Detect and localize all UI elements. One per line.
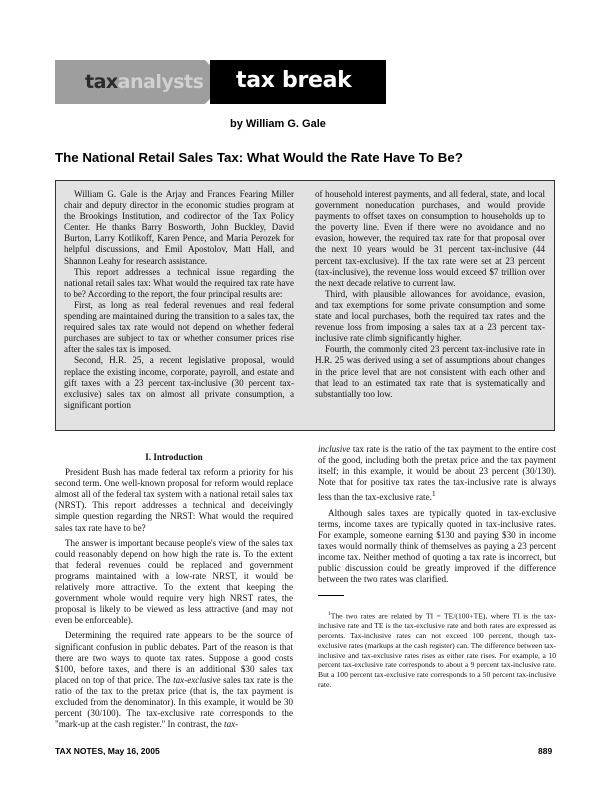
footnote: $^1$The two rates are related by TI = TE/(100+TE), where TI is the tax-inclusive rate and TE is the tax-exclusive rate and both rates are expressed as percents. Tax-inclusive rates can not exceed 100 percent, though tax-exclusive rates (markups at the cash register) can. The difference between tax-inclusive and tax-exclusive rates rises as either rate rises. For example, a 10 percent tax-exclusive rate corresponds to about a 9 percent tax-inclusive rate. But a 100 percent tax-exclusive rate corresponds to a 50 percent tax-inclusive rate. xyxy=(318,611,556,689)
byline: by William G. Gale xyxy=(230,118,326,130)
footnote-ref: 1 xyxy=(431,489,436,499)
footer-page-number: 889 xyxy=(538,746,553,756)
footnote-rule xyxy=(318,595,344,596)
summary-paragraph: Third, with plausible allowances for avoidance, evasion, and tax exemptions for some private consumption and some state and local purchases, both the required tax rates and the revenue loss from imposing a sales tax at a 23 percent tax-inclusive rate climb significantly higher. xyxy=(315,288,545,344)
summary-paragraph: Fourth, the commonly cited 23 percent tax-inclusive rate in H.R. 25 was derived using a set of assumptions about changes in the price level that are not consistent with each other and that lead to an estimated tax rate that is systematically and substantially too low. xyxy=(315,344,545,399)
section-heading: I. Introduction xyxy=(145,452,203,462)
tax-analysts-logo: taxanalysts xyxy=(85,71,204,93)
summary-column-1 xyxy=(64,189,294,411)
summary-paragraph: First, as long as real federal revenues and real federal spending are maintained during the transition to a sales tax, the required sales tax rate would not depend on whether federal purchases are subject to tax or whether consumer prices rise after the sales tax is imposed. xyxy=(64,299,294,355)
article-title: The National Retail Sales Tax: What Would the Rate Have To Be? xyxy=(55,150,463,165)
body-column-2 xyxy=(318,444,556,693)
summary-paragraph: Second, H.R. 25, a recent legislative proposal, would replace the existing income, corporate, payroll, and estate and gift taxes with a 23 percent tax-inclusive (30 percent tax-exclusive) sales tax on almost all private consumption, a significant portion xyxy=(64,355,294,410)
body-column-1 xyxy=(55,452,293,734)
summary-paragraph: This report addresses a technical issue regarding the national retail sales tax: What would the required tax rate have to be? According to the report, the four principal results are: xyxy=(64,266,294,299)
body-paragraph: Determining the required rate appears to be the source of significant confusion in public debates. Part of the reason is that there are two ways to quote tax rates. Suppose a good costs $100, before taxes, and there is an additional $30 sales tax placed on top of that price. The tax-exclusive sales tax rate is the ratio of the tax to the pretax price (that is, the tax payment is excluded from the denominator). In this example, it would be 30 percent (30/100). The tax-exclusive rate corresponds to the "mark-up at the cash register." In contrast, the tax- xyxy=(55,630,293,730)
body-paragraph: inclusive tax rate is the ratio of the tax payment to the entire cost of the good, including both the pretax price and the tax payment itself; in this example, it would be about 23 percent (30/130). Note that for positive tax rates the tax-inclusive rate is always less than the tax-exclusive rate.$^1$ xyxy=(318,444,556,503)
body-paragraph: President Bush has made federal tax reform a priority for his second term. One well-known proposal for reform would replace almost all of the federal tax system with a national retail sales tax (NRST). This report addresses a technical and deceivingly simple question regarding the NRST: What would the required sales tax rate have to be? xyxy=(55,467,293,533)
summary-column-2 xyxy=(315,189,545,400)
masthead-banner xyxy=(55,60,355,104)
body-paragraph: Although sales taxes are typically quoted in tax-exclusive terms, income taxes are typically quoted in tax-inclusive rates. For example, someone earning $130 and paying $30 in income taxes would normally think of themselves as paying a 23 percent income tax. Neither method of quoting a tax rate is incorrect, but public discussion could be greatly improved if the difference between the two rates was clarified. xyxy=(318,507,556,585)
summary-paragraph: of household interest payments, and all federal, state, and local government noneducation purchases, and would provide payments to offset taxes on consumption to households up to the poverty line. Even if there were no avoidance and no evasion, however, the required tax rate for that proposal over the next 10 years would be 31 percent tax-inclusive (44 percent tax-exclusive). If the tax rate were set at 23 percent (tax-inclusive), the revenue loss would exceed $7 trillion over the next decade relative to current law. xyxy=(315,189,545,288)
summary-paragraph: William G. Gale is the Arjay and Frances Fearing Miller chair and deputy director in the economic studies program at the Brookings Institution, and codirector of the Tax Policy Center. He thanks Barry Bosworth, John Buckley, David Burton, Larry Kotlikoff, Karen Pence, and Maria Perozek for helpful discussions, and Emil Apostolov, Matt Hall, and Shannon Leahy for research assistance. xyxy=(64,189,294,266)
footer-journal: TAX NOTES, May 16, 2005 xyxy=(55,746,160,756)
banner-title: tax break xyxy=(236,68,352,93)
body-paragraph: The answer is important because people's view of the sales tax could reasonably depend on how high the rate is. To the extent that federal revenues could be replaced and government programs maintained with a low-rate NRST, it would be relatively more attractive. To the extent that keeping the government whole would require very high NRST rates, the proposal is likely to be viewed as less attractive (and may not even be enforceable). xyxy=(55,537,293,626)
summary-box xyxy=(55,180,555,431)
